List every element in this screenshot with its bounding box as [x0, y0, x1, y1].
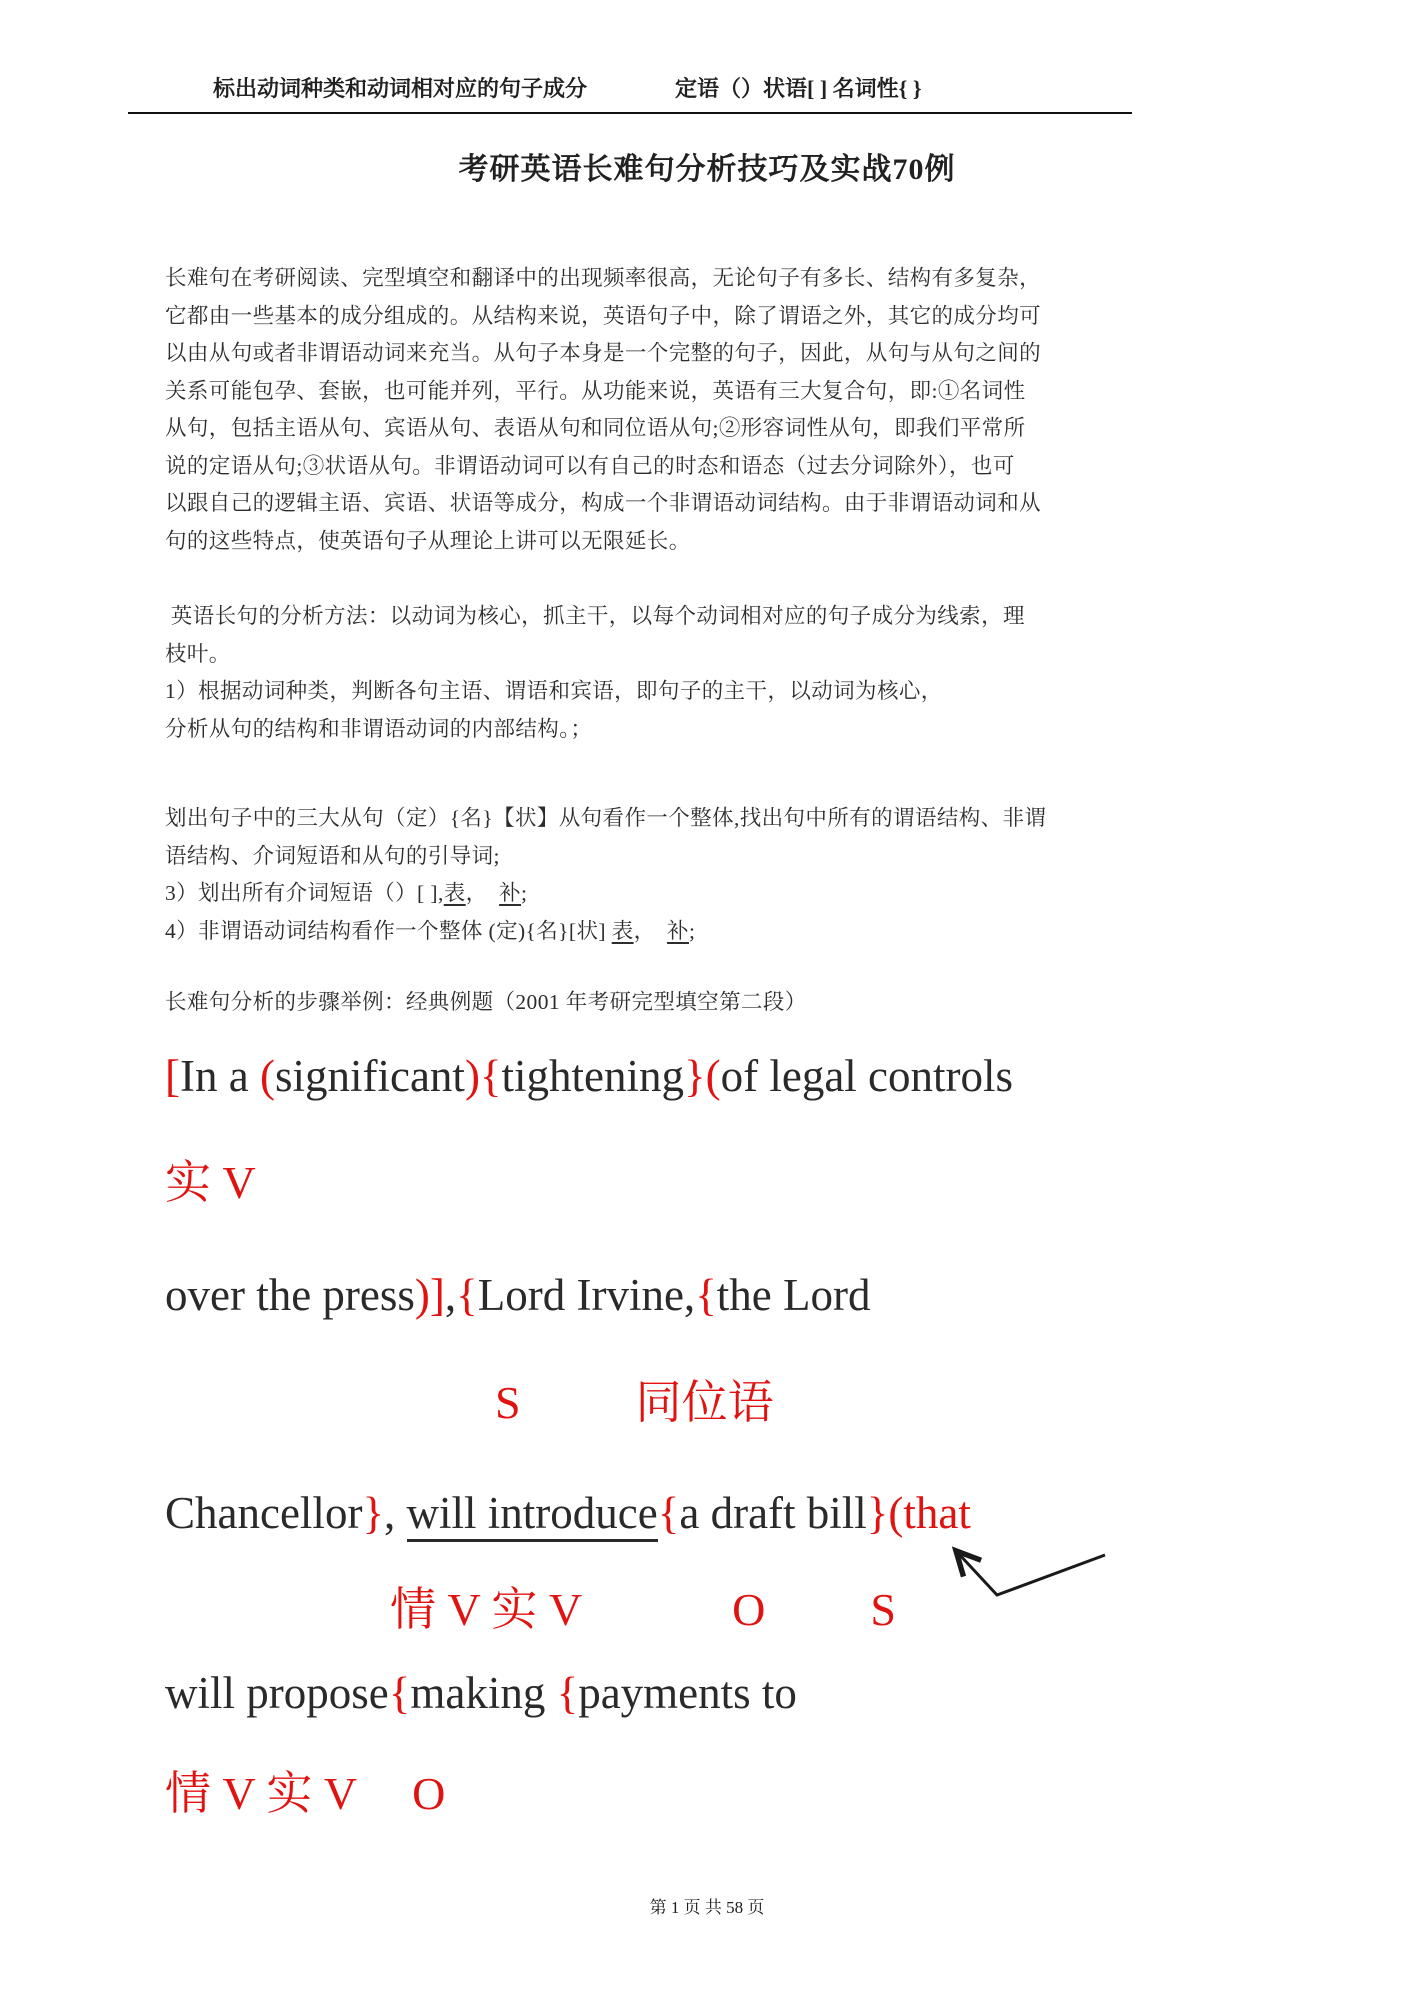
example-intro — [165, 984, 1254, 1022]
text-segment: In a — [180, 1050, 260, 1101]
text-segment: making — [410, 1667, 557, 1718]
underlined-biao: 表 — [443, 881, 466, 905]
annotation-qing-v-shi-v: 情 V 实 V — [165, 1768, 358, 1819]
page-number-footer: 第 1 页 共 58 页 — [649, 1898, 765, 1917]
para1-line3: 以由从句或者非谓语动词来充当。从句子本身是一个完整的句子，因此，从句与从句之间的 — [165, 341, 1042, 365]
para2-line3: 1）根据动词种类，判断各句主语、谓语和宾语，即句子的主干，以动词为核心， — [165, 679, 943, 703]
annotation-o: O — [412, 1768, 446, 1819]
para2-line4: 分析从句的结构和非谓语动词的内部结构。； — [165, 716, 593, 741]
example-intro-line: 长难句分析的步骤举例：经典例题（2001 年考研完型填空第二段） — [165, 990, 807, 1014]
para3-line2: 语结构、介词短语和从句的引导词; — [165, 843, 500, 868]
annotation-verbs-o-s — [165, 1581, 1414, 1639]
brace-open: { — [456, 1270, 478, 1321]
para3-line4 — [165, 913, 1254, 951]
annotation-appositive: 同位语 — [635, 1376, 774, 1428]
para1-line4: 关系可能包孕、套嵌，也可能并列，平行。从功能来说，英语有三大复合句，即:①名词性 — [165, 378, 1026, 403]
example-line-1 — [165, 1048, 1414, 1104]
annotation-o: O — [732, 1584, 766, 1636]
bracket-open: [ — [165, 1050, 180, 1101]
paragraph-method — [165, 598, 1254, 748]
annotation-s: S — [495, 1376, 521, 1428]
para1-line8: 句的这些特点，使英语句子从理论上讲可以无限延长。 — [165, 528, 691, 553]
text-segment: payments to — [578, 1667, 797, 1718]
text-segment: will propose — [165, 1667, 389, 1718]
underlined-bu: 补 — [667, 918, 689, 943]
para1-line1: 长难句在考研阅读、完型填空和翻译中的出现频率很高，无论句子有多长、结构有多复杂， — [165, 266, 1042, 290]
comma: , — [384, 1488, 407, 1538]
text-segment: tightening — [501, 1050, 685, 1101]
text-segment: of legal controls — [720, 1050, 1014, 1101]
header-left-text: 标出动词种类和动词相对应的句子成分 — [213, 76, 588, 101]
paren-bracket-close: )] — [414, 1270, 445, 1321]
text-segment: ， — [633, 918, 668, 943]
annotation-s: S — [870, 1584, 896, 1636]
text-segment: ; — [688, 918, 696, 943]
text-segment: ; — [521, 881, 528, 905]
annotation-arrow — [935, 1543, 1125, 1608]
underlined-biao: 表 — [611, 918, 634, 943]
brace-open: { — [388, 1667, 411, 1718]
para1-line7: 以跟自己的逻辑主语、宾语、状语等成分，构成一个非谓语动词结构。由于非谓语动词和从 — [165, 491, 1042, 515]
para2-line1: 英语长句的分析方法：以动词为核心，抓主干，以每个动词相对应的句子成分为线索，理 — [165, 604, 1025, 628]
para1-line5: 从句，包括主语从句、宾语从句、表语从句和同位语从句;②形容词性从句，即我们平常所 — [165, 416, 1026, 440]
header-right-legend: 定语（）状语[ ] 名词性{ } — [675, 76, 922, 101]
brace-paren: }( — [684, 1050, 721, 1101]
para2-line2: 枝叶。 — [165, 641, 231, 666]
example-line-4 — [165, 1665, 1414, 1721]
paren-brace: ){ — [464, 1050, 502, 1101]
comma: , — [444, 1270, 457, 1321]
text-segment: over the press — [165, 1270, 415, 1321]
annotation-qing-v-shi-v: 情 V 实 V — [390, 1584, 583, 1636]
para3-line3 — [165, 875, 1254, 913]
paren-open: ( — [259, 1050, 275, 1101]
text-segment: Lord Irvine, — [477, 1270, 696, 1321]
document-title: 考研英语长难句分析技巧及实战70例 — [458, 153, 956, 186]
text-segment: ， — [465, 881, 500, 905]
paragraph-intro — [165, 260, 1254, 560]
text-segment: the Lord — [716, 1270, 871, 1321]
brace-paren-that: }(that — [866, 1488, 971, 1538]
example-line-2 — [165, 1267, 1414, 1323]
para3-line1: 划出句子中的三大从句（定）{名}【状】从句看作一个整体,找出句中所有的谓语结构、非谓 — [165, 806, 1047, 830]
underlined-bu: 补 — [499, 881, 521, 905]
paragraph-steps — [165, 800, 1254, 950]
para1-line2: 它都由一些基本的成分组成的。从结构来说，英语句子中，除了谓语之外，其它的成分均可 — [165, 303, 1042, 328]
brace-open: { — [695, 1270, 717, 1321]
text-segment: 4）非谓语动词结构看作一个整体 (定){名}[状] — [165, 918, 612, 943]
brace-close: } — [362, 1488, 385, 1538]
annotation-verbs-o — [165, 1765, 1414, 1823]
text-segment: Chancellor — [165, 1488, 363, 1538]
annotation-subject-appositive — [165, 1374, 1414, 1432]
text-segment: a draft bill — [679, 1488, 867, 1538]
underlined-verb-phrase: will introduce — [407, 1488, 658, 1542]
para1-line6: 说的定语从句;③状语从句。非谓语动词可以有自己的时态和语态（过去分词除外），也可 — [165, 453, 1015, 478]
brace-open: { — [657, 1488, 680, 1538]
text-segment: significant — [274, 1050, 465, 1101]
text-segment: 3）划出所有介词短语（）[ ], — [165, 881, 444, 905]
page-header — [128, 72, 1132, 114]
brace-open: { — [556, 1667, 579, 1718]
annotation-shi-v: 实 V — [165, 1156, 256, 1208]
example-line-3 — [165, 1485, 1414, 1541]
